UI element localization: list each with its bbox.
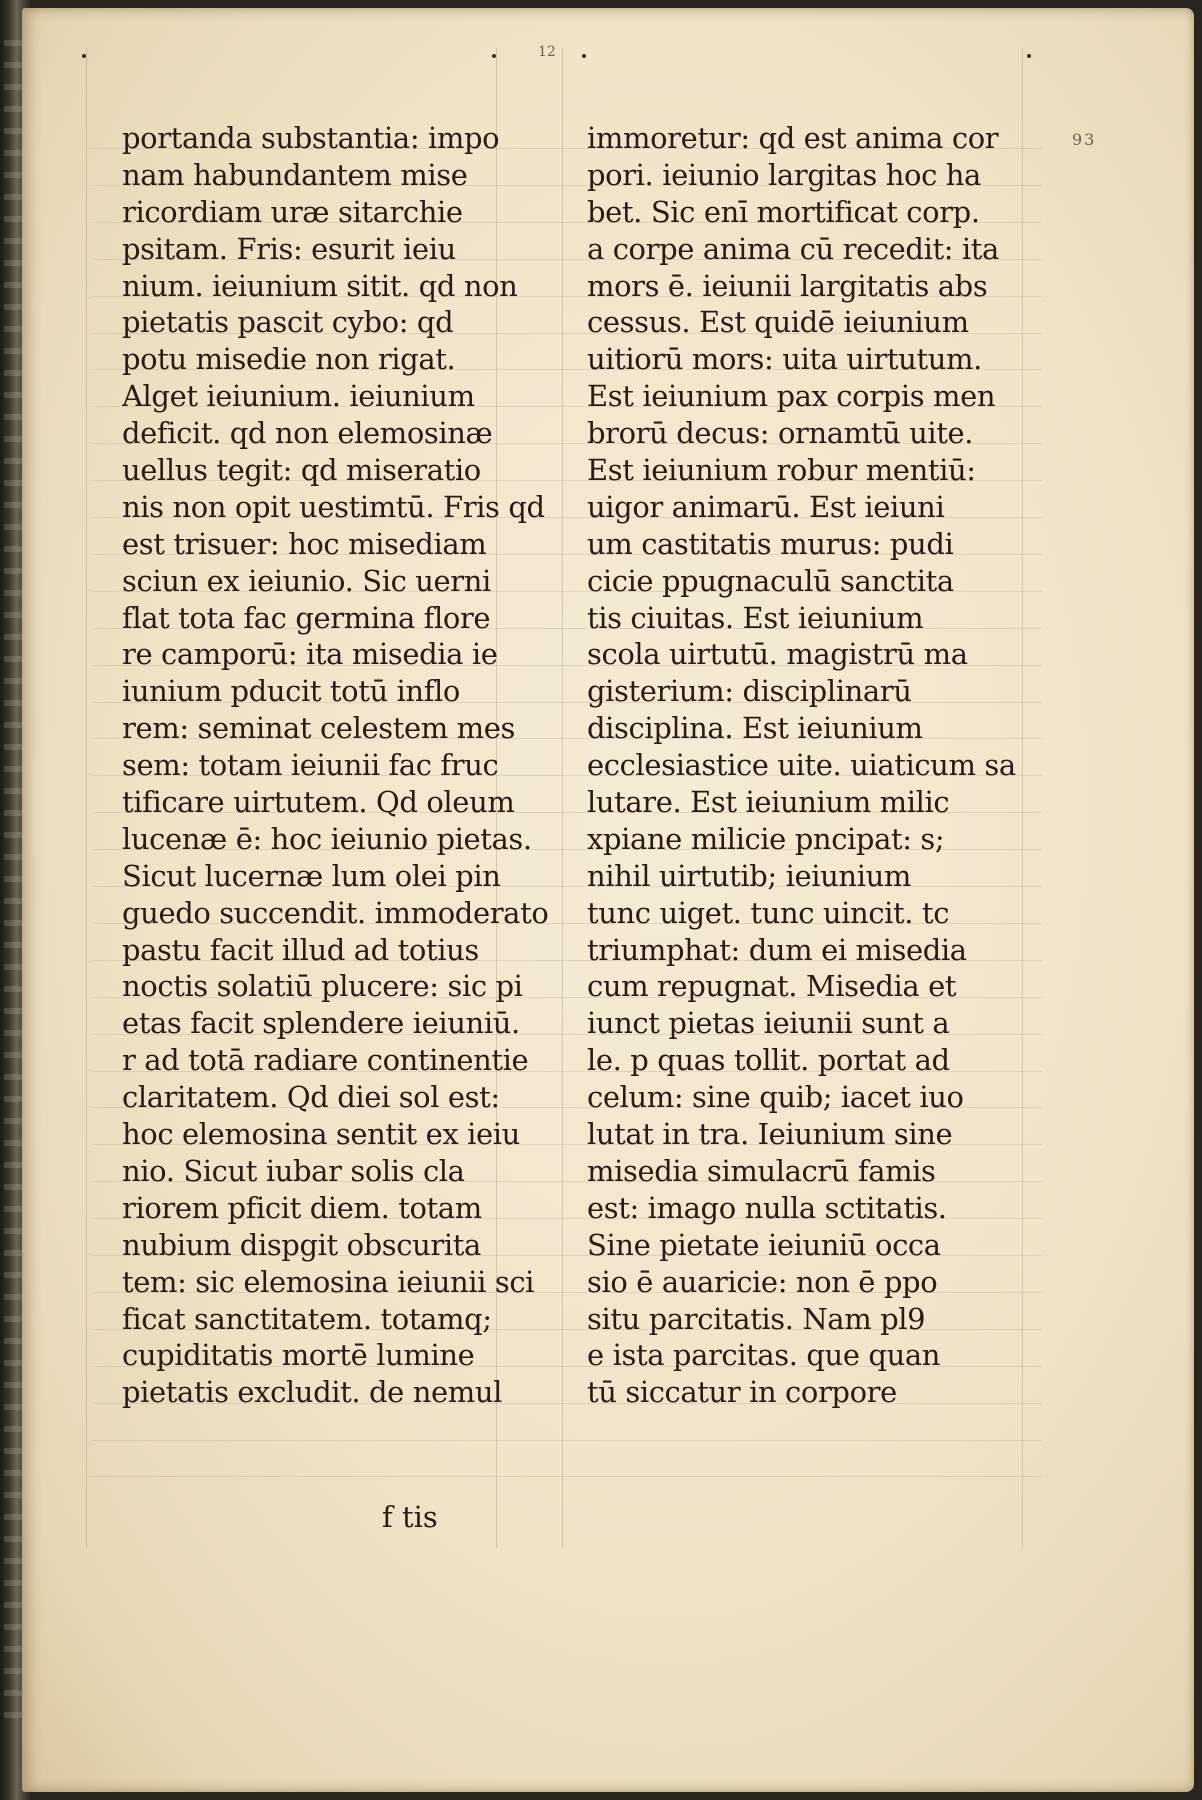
text-line: est trisuer: hoc misediam <box>122 526 487 561</box>
text-line: nio. Sicut iubar solis cla <box>122 1153 465 1188</box>
pricking-mark <box>582 54 586 58</box>
text-line: nis non opit uestimtū. Fris qd <box>122 489 545 524</box>
text-line: nihil uirtutib; ieiunium <box>587 858 911 893</box>
text-line: um castitatis murus: pudi <box>587 526 954 561</box>
text-line: ficat sanctitatem. totamq; <box>122 1301 492 1336</box>
text-line: bet. Sic enī mortificat corp. <box>587 194 980 229</box>
text-line: deficit. qd non elemosinæ <box>122 416 493 451</box>
text-line: flat tota fac germina flore <box>122 600 491 635</box>
text-line: etas facit splendere ieiuniū. <box>122 1006 520 1041</box>
right-text-column <box>587 120 1027 1411</box>
text-line: situ parcitatis. Nam pl9 <box>587 1301 926 1336</box>
text-line: tū siccatur in corpore <box>587 1375 897 1410</box>
text-line: a corpe anima cū recedit: ita <box>587 231 999 266</box>
text-line: ecclesiastice uite. uiaticum sa <box>587 748 1016 783</box>
text-line: cupiditatis mortē lumine <box>122 1338 475 1373</box>
text-line: pietatis pascit cybo: qd <box>122 305 454 340</box>
text-line: riorem pficit diem. totam <box>122 1190 482 1225</box>
text-line: nam habundantem mise <box>122 157 468 192</box>
text-line: scola uirtutū. magistrū ma <box>587 637 968 672</box>
ruling-line <box>86 48 87 1548</box>
top-number: 12 <box>538 44 556 60</box>
text-line: sciun ex ieiunio. Sic uerni <box>122 563 491 598</box>
ruling-line <box>562 48 563 1548</box>
text-line: cicie ppugnaculū sanctita <box>587 563 954 598</box>
text-line: immoretur: qd est anima cor <box>587 121 999 155</box>
text-line: cessus. Est quidē ieiunium <box>587 305 969 340</box>
text-line: pastu facit illud ad totius <box>122 932 479 967</box>
manuscript-folio <box>22 8 1194 1792</box>
text-line: portanda substantia: impo <box>122 121 500 155</box>
text-line: iunium pducit totū inflo <box>122 674 460 709</box>
text-line: hoc elemosina sentit ex ieiu <box>122 1117 520 1152</box>
text-line: lutat in tra. Ieiunium sine <box>587 1117 953 1152</box>
text-line: potu misedie non rigat. <box>122 342 456 377</box>
ruling-line <box>92 1476 1042 1477</box>
text-line: Sine pietate ieiuniū occa <box>587 1227 941 1262</box>
text-line: triumphat: dum ei misedia <box>587 932 967 967</box>
text-line: iunct pietas ieiunii sunt a <box>587 1006 950 1041</box>
catchword: f tis <box>382 1500 438 1534</box>
text-line: uitiorū mors: uita uirtutum. <box>587 342 982 377</box>
text-line: tis ciuitas. Est ieiunium <box>587 600 924 635</box>
text-line: disciplina. Est ieiunium <box>587 711 923 746</box>
text-line: tificare uirtutem. Qd oleum <box>122 785 515 820</box>
text-line: gisterium: disciplinarū <box>587 674 912 709</box>
text-line: mors ē. ieiunii largitatis abs <box>587 268 988 303</box>
folio-number: 93 <box>1072 130 1097 149</box>
text-line: misedia simulacrū famis <box>587 1153 936 1188</box>
text-line: le. p quas tollit. portat ad <box>587 1043 950 1078</box>
text-line: r ad totā radiare continentie <box>122 1043 529 1078</box>
text-line: guedo succendit. immoderato <box>122 895 549 930</box>
text-line: Alget ieiunium. ieiunium <box>122 379 475 414</box>
text-line: uigor animarū. Est ieiuni <box>587 489 945 524</box>
text-line: psitam. Fris: esurit ieiu <box>122 231 456 266</box>
text-line: pori. ieiunio largitas hoc ha <box>587 157 981 192</box>
text-line: Sicut lucernæ lum olei pin <box>122 858 501 893</box>
text-line: Est ieiunium robur mentiū: <box>587 453 976 488</box>
text-line: rem: seminat celestem mes <box>122 711 515 746</box>
text-line: nium. ieiunium sitit. qd non <box>122 268 518 303</box>
text-line: xpiane milicie pncipat: s; <box>587 821 945 856</box>
ruling-line <box>92 1440 1042 1441</box>
text-line: cum repugnat. Misedia et <box>587 969 957 1004</box>
text-line: est: imago nulla sctitatis. <box>587 1190 947 1225</box>
text-line: claritatem. Qd diei sol est: <box>122 1080 500 1115</box>
text-line: uellus tegit: qd miseratio <box>122 453 481 488</box>
text-line: re camporū: ita misedia ie <box>122 637 498 672</box>
text-line: Est ieiunium pax corpis men <box>587 379 996 414</box>
text-line: lucenæ ē: hoc ieiunio pietas. <box>122 821 532 856</box>
text-line: lutare. Est ieiunium milic <box>587 785 950 820</box>
text-line: sem: totam ieiunii fac fruc <box>122 748 499 783</box>
text-line: e ista parcitas. que quan <box>587 1338 941 1373</box>
text-line: brorū decus: ornamtū uite. <box>587 416 974 451</box>
pricking-mark <box>1027 54 1031 58</box>
text-line: ricordiam uræ sitarchie <box>122 194 463 229</box>
text-line: tunc uiget. tunc uincit. tc <box>587 895 950 930</box>
text-line: noctis solatiū plucere: sic pi <box>122 969 523 1004</box>
text-line: sio ē auaricie: non ē ppo <box>587 1264 938 1299</box>
text-line: nubium dispgit obscurita <box>122 1227 481 1262</box>
text-line: pietatis excludit. de nemul <box>122 1375 503 1410</box>
left-text-column <box>122 120 562 1411</box>
text-line: celum: sine quib; iacet iuo <box>587 1080 964 1115</box>
text-line: tem: sic elemosina ieiunii sci <box>122 1264 535 1299</box>
